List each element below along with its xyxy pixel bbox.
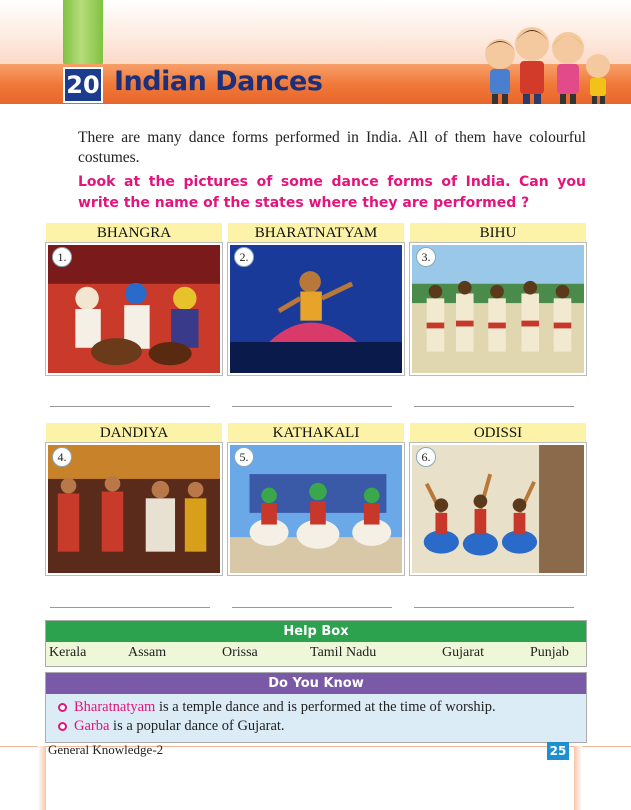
fact-text: is a temple dance and is performed at the time of worship. (155, 699, 496, 715)
fact-item (56, 698, 578, 717)
dance-name-label: BHANGRA (46, 223, 222, 243)
state-option: Punjab (530, 645, 569, 660)
state-option: Tamil Nadu (310, 645, 377, 660)
intro-text: There are many dance forms performed in India. All of them have colourful costumes. (78, 129, 586, 166)
footer-right-bar (574, 746, 582, 810)
dance-number-badge: 3. (416, 247, 436, 267)
answer-line-6[interactable] (414, 607, 574, 608)
dance-card-bihu (410, 223, 586, 375)
bullet-icon (58, 722, 67, 731)
bihu-photo (410, 243, 586, 375)
dance-name-label: KATHAKALI (228, 423, 404, 443)
help-box-title: Help Box (46, 621, 586, 642)
chapter-number: 20 (63, 67, 103, 103)
dance-name-label: BHARATNATYAM (228, 223, 404, 243)
chapter-title: Indian Dances (114, 66, 323, 97)
fact-term: Garba (74, 718, 110, 734)
answer-line-2[interactable] (232, 406, 392, 407)
footer-book-title: General Knowledge-2 (48, 742, 164, 757)
dance-card-bharatnatyam (228, 223, 404, 375)
fact-term: Bharatnatyam (74, 699, 156, 715)
answer-line-3[interactable] (414, 406, 574, 407)
odissi-photo (410, 443, 586, 575)
dance-name-label: DANDIYA (46, 423, 222, 443)
answer-line-4[interactable] (50, 607, 210, 608)
cartoon-kids-illustration (470, 14, 620, 106)
do-you-know-title: Do You Know (46, 673, 586, 694)
fact-text: is a popular dance of Gujarat. (109, 718, 285, 734)
dance-name-label: ODISSI (410, 423, 586, 443)
dance-card-kathakali (228, 423, 404, 575)
kathakali-photo (228, 443, 404, 575)
fact-item (56, 717, 578, 736)
dance-card-odissi (410, 423, 586, 575)
dance-number-badge: 1. (52, 247, 72, 267)
dance-number-badge: 5. (234, 447, 254, 467)
bhangra-photo (46, 243, 222, 375)
help-box (45, 620, 587, 667)
bullet-icon (58, 703, 67, 712)
dance-number-badge: 4. (52, 447, 72, 467)
state-option: Gujarat (442, 645, 484, 660)
answer-line-1[interactable] (50, 406, 210, 407)
dandiya-photo (46, 443, 222, 575)
help-box-states (46, 642, 586, 666)
do-you-know-box (45, 672, 587, 743)
dance-card-bhangra (46, 223, 222, 375)
state-option: Orissa (222, 645, 258, 660)
bharatnatyam-photo (228, 243, 404, 375)
dance-number-badge: 6. (416, 447, 436, 467)
page-number: 25 (547, 742, 569, 760)
answer-line-5[interactable] (232, 607, 392, 608)
chapter-tab (63, 0, 103, 66)
state-option: Assam (128, 645, 167, 660)
dance-name-label: BIHU (410, 223, 586, 243)
state-option: Kerala (49, 645, 87, 660)
question-text: Look at the pictures of some dance forms of India. Can you write the name of the states where they are performed ? (78, 174, 586, 211)
footer-left-bar (38, 746, 46, 810)
dance-number-badge: 2. (234, 247, 254, 267)
dance-card-dandiya (46, 423, 222, 575)
